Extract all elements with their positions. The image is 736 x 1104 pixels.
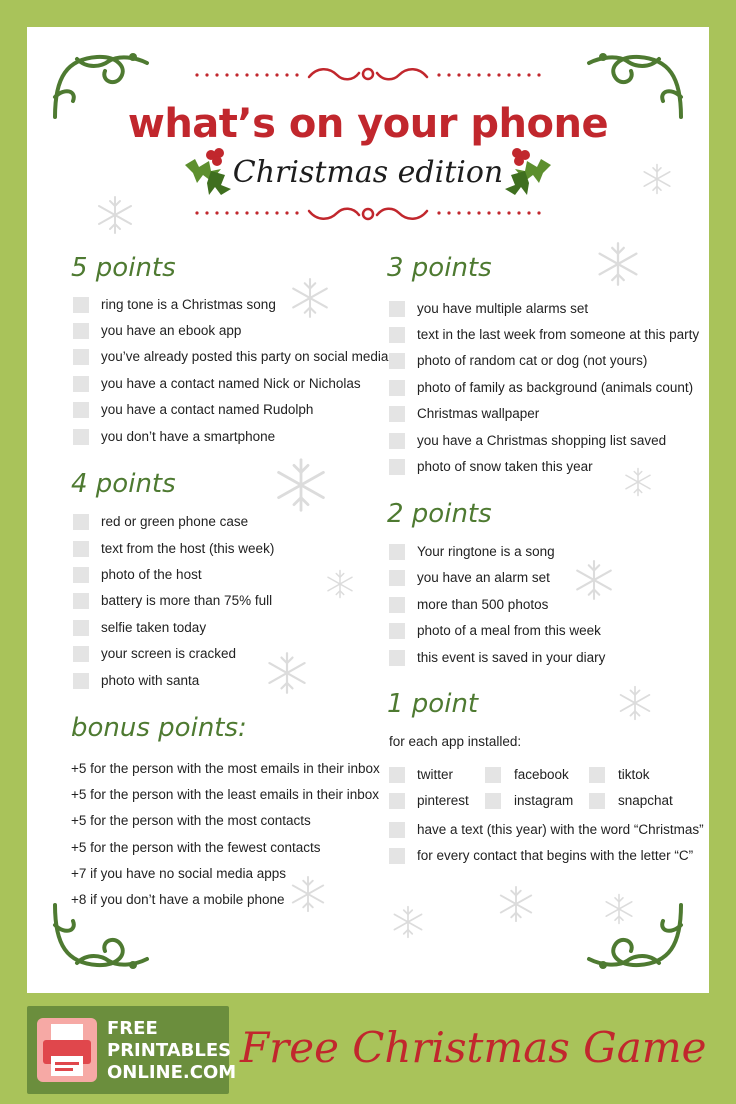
snowflake-icon — [95, 195, 135, 235]
checkbox[interactable] — [73, 402, 89, 418]
list-item: battery is more than 75% full — [101, 593, 273, 608]
checkbox[interactable] — [73, 593, 89, 609]
checkbox[interactable] — [389, 301, 405, 317]
list-item: +7 if you have no social media apps — [71, 866, 287, 881]
list-item: +8 if you don’t have a mobile phone — [71, 892, 285, 907]
snowflake-icon — [325, 569, 355, 599]
section-intro: for each app installed: — [389, 734, 522, 749]
snowflake-icon — [265, 651, 309, 695]
logo-line: FREE — [107, 1018, 158, 1039]
ornament-divider-top — [187, 65, 549, 85]
snowflake-icon — [641, 163, 673, 195]
list-item: you have multiple alarms set — [417, 301, 589, 316]
list-item: you’ve already posted this party on social media — [101, 349, 389, 364]
list-item: red or green phone case — [101, 514, 249, 529]
list-item: photo of random cat or dog (not yours) — [417, 353, 648, 368]
app-item-instagram: instagram — [514, 793, 574, 808]
checkbox[interactable] — [73, 620, 89, 636]
list-item: text from the host (this week) — [101, 541, 275, 556]
list-item: this event is saved in your diary — [417, 650, 606, 665]
list-item: you have a Christmas shopping list saved — [417, 433, 667, 448]
list-item: photo of family as background (animals count) — [417, 380, 694, 395]
snowflake-icon — [497, 885, 535, 923]
checkbox[interactable] — [73, 429, 89, 445]
list-item: your screen is cracked — [101, 646, 237, 661]
checkbox[interactable] — [389, 848, 405, 864]
list-item: selfie taken today — [101, 620, 207, 635]
app-item-pinterest: pinterest — [417, 793, 469, 808]
checkbox[interactable] — [73, 323, 89, 339]
checkbox[interactable] — [589, 767, 605, 783]
list-item: photo of a meal from this week — [417, 623, 601, 638]
checkbox[interactable] — [389, 570, 405, 586]
snowflake-icon — [603, 893, 635, 925]
list-item: +5 for the person with the least emails in their inbox — [71, 787, 380, 802]
holly-icon — [499, 145, 555, 201]
list-item: for every contact that begins with the letter “C” — [417, 848, 694, 863]
list-item: photo of the host — [101, 567, 202, 582]
checkbox[interactable] — [389, 433, 405, 449]
checkbox[interactable] — [73, 673, 89, 689]
checkbox[interactable] — [589, 793, 605, 809]
snowflake-icon — [623, 467, 653, 497]
checkbox[interactable] — [73, 567, 89, 583]
list-item: more than 500 photos — [417, 597, 549, 612]
app-item-snapchat: snapchat — [618, 793, 673, 808]
list-item: photo with santa — [101, 673, 200, 688]
list-item: Your ringtone is a song — [417, 544, 555, 559]
snowflake-icon — [573, 559, 615, 601]
checkbox[interactable] — [389, 459, 405, 475]
checkbox[interactable] — [389, 327, 405, 343]
list-item: ring tone is a Christmas song — [101, 297, 276, 312]
snowflake-icon — [289, 277, 331, 319]
section-heading-2-points: 2 points — [387, 499, 492, 529]
checkbox[interactable] — [389, 650, 405, 666]
list-item: +5 for the person with the fewest contacts — [71, 840, 321, 855]
list-item: +5 for the person with the most emails in their inbox — [71, 761, 380, 776]
checkbox[interactable] — [389, 597, 405, 613]
page-title: what’s on your phone — [127, 101, 609, 147]
section-heading-1-point: 1 point — [387, 689, 479, 719]
checkbox[interactable] — [73, 514, 89, 530]
checkbox[interactable] — [389, 406, 405, 422]
logo-line: PRINTABLES — [107, 1040, 232, 1061]
list-item: you have an alarm set — [417, 570, 550, 585]
list-item: have a text (this year) with the word “Christmas” — [417, 822, 704, 837]
logo-line: ONLINE.COM — [107, 1062, 237, 1083]
section-heading-bonus: bonus points: — [71, 713, 247, 743]
list-item: text in the last week from someone at this party — [417, 327, 700, 342]
holly-icon — [181, 145, 237, 201]
game-sheet — [27, 27, 709, 993]
list-item: +5 for the person with the most contacts — [71, 813, 311, 828]
checkbox[interactable] — [485, 793, 501, 809]
section-heading-4-points: 4 points — [71, 469, 176, 499]
checkbox[interactable] — [485, 767, 501, 783]
section-heading-5-points: 5 points — [71, 253, 176, 283]
checkbox[interactable] — [73, 646, 89, 662]
list-item: you have an ebook app — [101, 323, 242, 338]
snowflake-icon — [595, 241, 641, 287]
app-item-tiktok: tiktok — [618, 767, 650, 782]
checkbox[interactable] — [389, 380, 405, 396]
snowflake-icon — [289, 875, 327, 913]
checkbox[interactable] — [389, 623, 405, 639]
ornament-divider-bottom — [187, 203, 549, 223]
checkbox[interactable] — [73, 541, 89, 557]
list-item: photo of snow taken this year — [417, 459, 593, 474]
snowflake-icon — [391, 905, 425, 939]
checkbox[interactable] — [73, 349, 89, 365]
footer-tagline: Free Christmas Game — [240, 1023, 707, 1072]
app-item-facebook: facebook — [514, 767, 569, 782]
checkbox[interactable] — [389, 767, 405, 783]
app-item-twitter: twitter — [417, 767, 454, 782]
page-subtitle: Christmas edition — [232, 155, 504, 190]
list-item: you have a contact named Nick or Nicholas — [101, 376, 361, 391]
list-item: you have a contact named Rudolph — [101, 402, 314, 417]
checkbox[interactable] — [389, 544, 405, 560]
checkbox[interactable] — [389, 353, 405, 369]
snowflake-icon — [273, 457, 329, 513]
list-item: you don’t have a smartphone — [101, 429, 276, 444]
list-item: Christmas wallpaper — [417, 406, 540, 421]
checkbox[interactable] — [73, 376, 89, 392]
section-heading-3-points: 3 points — [387, 253, 492, 283]
checkbox[interactable] — [389, 822, 405, 838]
brand-logo[interactable] — [27, 1006, 237, 1094]
printer-icon — [35, 1016, 99, 1084]
checkbox[interactable] — [73, 297, 89, 313]
snowflake-icon — [617, 685, 653, 721]
checkbox[interactable] — [389, 793, 405, 809]
